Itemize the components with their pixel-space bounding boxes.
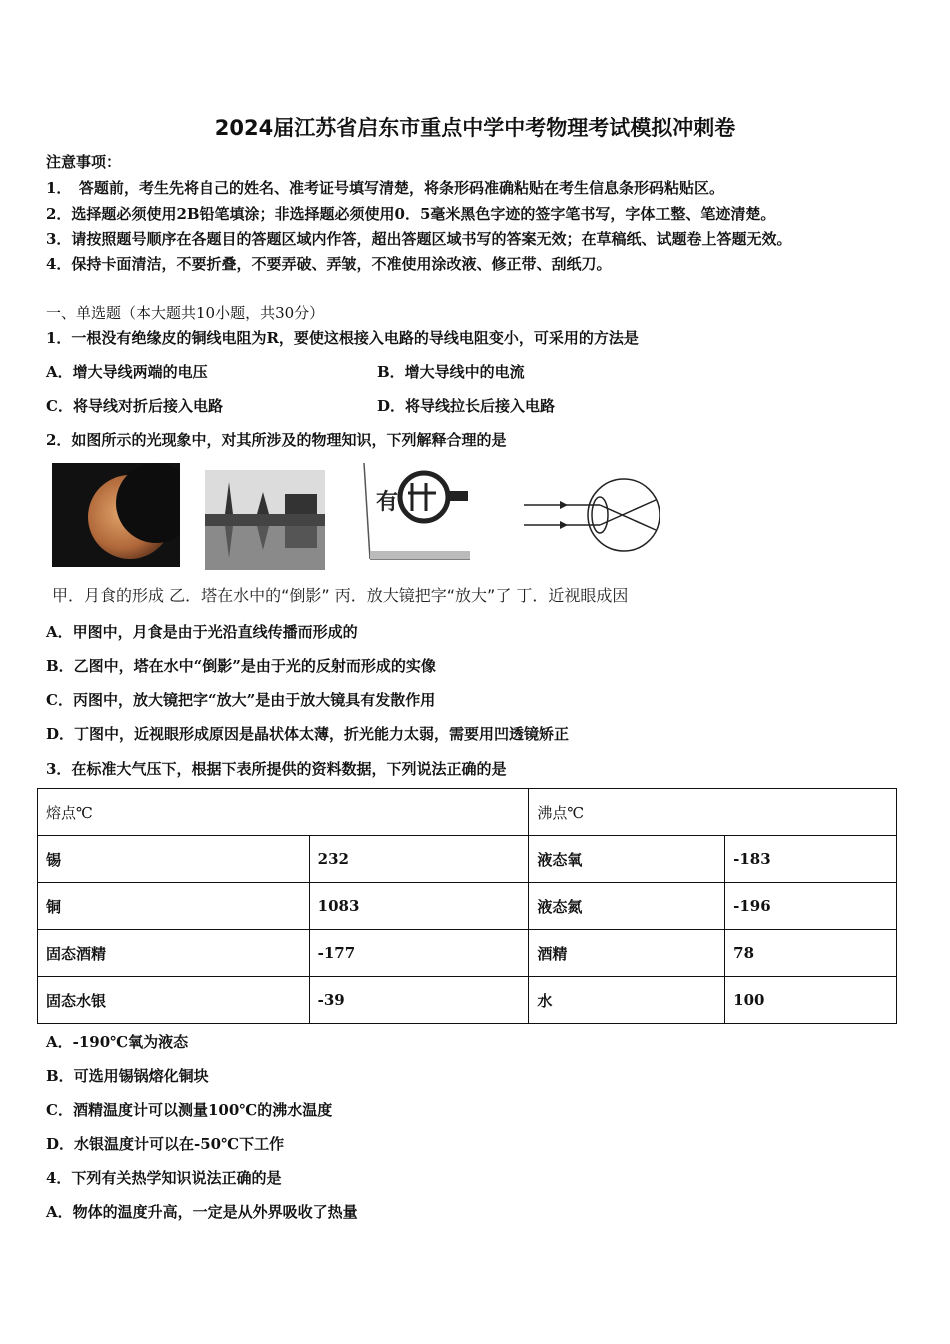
table-cell: 232 — [309, 836, 529, 883]
q2-option-a: A．甲图中，月食是由于光沿直线传播而形成的 — [46, 623, 358, 641]
table-cell: 1083 — [309, 883, 529, 930]
table-cell: 铜 — [38, 883, 310, 930]
table-cell: -196 — [725, 883, 897, 930]
table-row — [38, 883, 897, 930]
notice-heading: 注意事项： — [46, 153, 122, 171]
q2-option-c: C．丙图中，放大镜把字“放大”是由于放大镜具有发散作用 — [46, 691, 436, 709]
table-cell: 液态氧 — [529, 836, 725, 883]
q1-stem: 1．一根没有绝缘皮的铜线电阻为R，要使这根接入电路的导线电阻变小，可采用的方法是 — [46, 329, 639, 347]
magnifier-figure — [360, 463, 472, 567]
page-title: 2024届江苏省启东市重点中学中考物理考试模拟冲刺卷 — [214, 116, 736, 140]
notice-item: 3．请按照题号顺序在各题目的答题区域内作答，超出答题区域书写的答案无效；在草稿纸、试题卷上答题无效。 — [46, 230, 792, 248]
table-cell: 固态酒精 — [38, 930, 310, 977]
table-cell: 100 — [725, 977, 897, 1024]
q3-option-d: D．水银温度计可以在-50℃下工作 — [46, 1135, 285, 1153]
figure-glyph: 有 — [376, 490, 399, 515]
q3-option-c: C．酒精温度计可以测量100℃的沸水温度 — [46, 1101, 333, 1119]
table-row — [38, 836, 897, 883]
section-heading: 一、单选题（本大题共10小题，共30分） — [46, 304, 325, 322]
q1-option-b: B．增大导线中的电流 — [377, 363, 525, 381]
table-cell: -183 — [725, 836, 897, 883]
lunar-eclipse-figure — [52, 463, 180, 567]
q2-stem: 2．如图所示的光现象中，对其所涉及的物理知识，下列解释合理的是 — [46, 431, 507, 449]
q4-option-a: A．物体的温度升高，一定是从外界吸收了热量 — [46, 1203, 358, 1221]
q1-option-d: D．将导线拉长后接入电路 — [377, 397, 556, 415]
notice-item: 2．选择题必须使用2B铅笔填涂；非选择题必须使用0．5毫米黑色字迹的签字笔书写，字体工整、笔迹清楚。 — [46, 205, 776, 223]
q3-option-b: B．可选用锡锅熔化铜块 — [46, 1067, 209, 1085]
q4-stem: 4．下列有关热学知识说法正确的是 — [46, 1169, 282, 1187]
boiling-point-header: 沸点℃ — [529, 789, 897, 836]
data-table — [37, 788, 897, 1024]
pagoda-reflection-figure — [205, 470, 325, 570]
table-cell: -39 — [309, 977, 529, 1024]
q3-stem: 3．在标准大气压下，根据下表所提供的资料数据，下列说法正确的是 — [46, 760, 507, 778]
q2-option-b: B．乙图中，塔在水中“倒影”是由于光的反射而形成的实像 — [46, 657, 436, 675]
figure-caption: 甲．月食的形成 乙．塔在水中的“倒影” 丙．放大镜把字“放大”了 丁．近视眼成因 — [52, 586, 629, 605]
q2-option-d: D．丁图中，近视眼形成原因是晶状体太薄，折光能力太弱，需要用凹透镜矫正 — [46, 725, 570, 743]
melting-point-header: 熔点℃ — [38, 789, 529, 836]
table-cell: 78 — [725, 930, 897, 977]
table-cell: 锡 — [38, 836, 310, 883]
table-cell: 水 — [529, 977, 725, 1024]
q3-option-a: A．-190℃氧为液态 — [46, 1033, 189, 1051]
table-cell: 液态氮 — [529, 883, 725, 930]
table-row — [38, 977, 897, 1024]
notice-item: 4．保持卡面清洁，不要折叠，不要弄破、弄皱，不准使用涂改液、修正带、刮纸刀。 — [46, 255, 612, 273]
table-row — [38, 930, 897, 977]
table-header-row — [38, 789, 897, 836]
table-cell: 酒精 — [529, 930, 725, 977]
notice-item: 1． 答题前，考生先将自己的姓名、准考证号填写清楚，将条形码准确粘贴在考生信息条形码粘贴区。 — [46, 179, 724, 197]
q1-option-c: C．将导线对折后接入电路 — [46, 397, 223, 415]
q1-option-a: A．增大导线两端的电压 — [46, 363, 208, 381]
table-cell: -177 — [309, 930, 529, 977]
myopia-diagram-figure — [520, 470, 660, 560]
table-cell: 固态水银 — [38, 977, 310, 1024]
